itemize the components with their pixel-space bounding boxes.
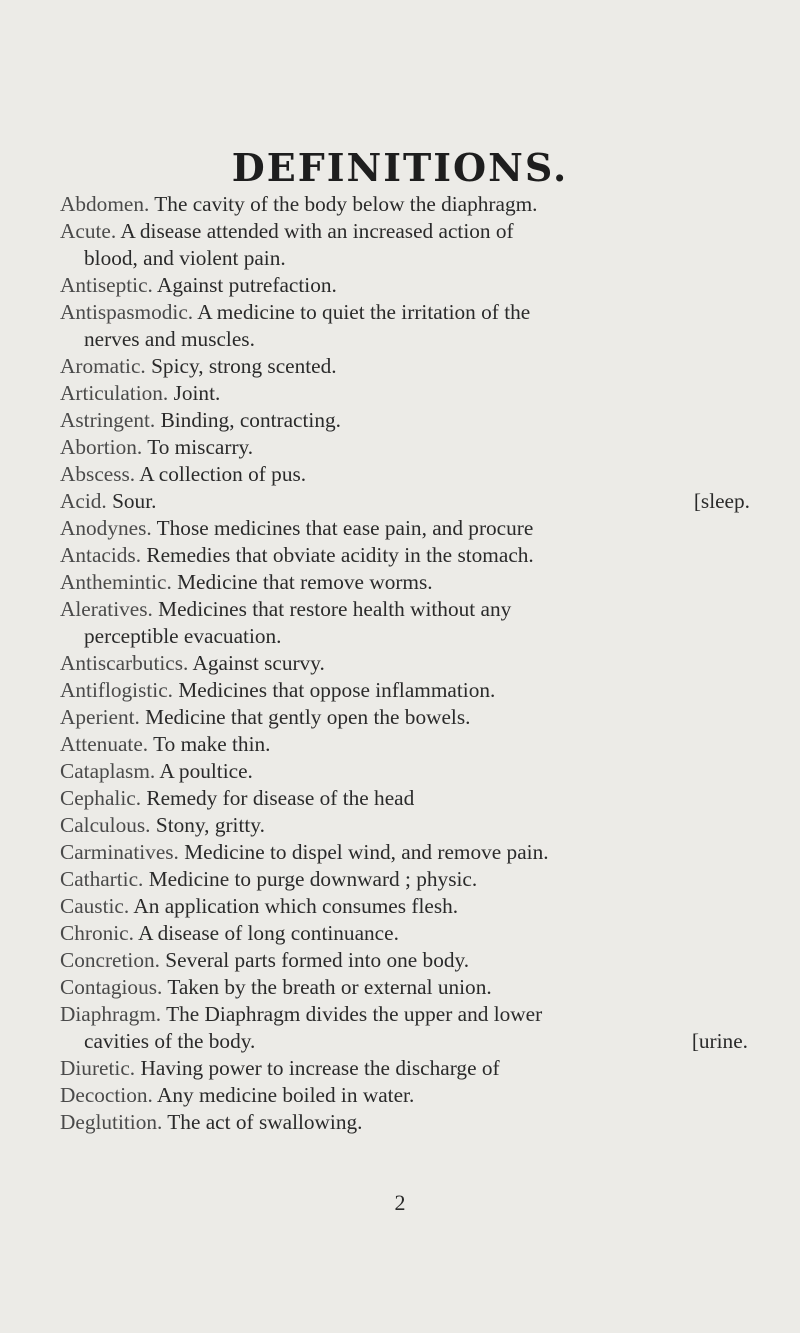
entry-aleratives <box>60 596 750 623</box>
entry-deglutition <box>60 1109 750 1136</box>
entry-definition: A poultice. <box>159 759 253 783</box>
entry-definition: Medicines that restore health without any <box>158 597 512 621</box>
entry-term: Cephalic. <box>60 786 142 810</box>
entry-term: Abdomen. <box>60 192 150 216</box>
entry-term: Antiscarbutics. <box>60 651 189 675</box>
entry-definition: Medicines that oppose inflammation. <box>178 678 496 702</box>
entry-term: Aleratives. <box>60 597 153 621</box>
entry-definition: A disease of long continuance. <box>138 921 399 945</box>
entry-term: Concretion. <box>60 948 160 972</box>
entry-term: Aromatic. <box>60 354 146 378</box>
entry-term: Acute. <box>60 219 117 243</box>
entry-attenuate <box>60 731 750 758</box>
entry-diaphragm <box>60 1001 750 1028</box>
entry-term: Cataplasm. <box>60 759 156 783</box>
entry-term: Decoction. <box>60 1083 153 1107</box>
entry-term: Anthemintic. <box>60 570 172 594</box>
entry-term: Diaphragm. <box>60 1002 162 1026</box>
entry-term: Contagious. <box>60 975 163 999</box>
entry-chronic <box>60 920 750 947</box>
entry-term: Cathartic. <box>60 867 144 891</box>
entry-term: Aperient. <box>60 705 140 729</box>
entry-definition: An application which consumes flesh. <box>133 894 459 918</box>
entry-concretion <box>60 947 750 974</box>
entry-definition: Medicine that remove worms. <box>177 570 433 594</box>
entry-antiflogistic <box>60 677 750 704</box>
line-overflow-text: [sleep. <box>693 489 750 513</box>
entry-term: Antacids. <box>60 543 142 567</box>
line-overflow-text: [urine. <box>691 1029 748 1053</box>
entry-term: Diuretic. <box>60 1056 136 1080</box>
entry-term: Astringent. <box>60 408 156 432</box>
entry-definition: The cavity of the body below the diaphragm. <box>154 192 538 216</box>
entry-caustic <box>60 893 750 920</box>
entry-continuation-text: blood, and violent pain. <box>84 246 286 270</box>
entry-definition: Remedies that obviate acidity in the stomach. <box>146 543 534 567</box>
entry-definition: Those medicines that ease pain, and procure <box>156 516 534 540</box>
entry-continuation-text: nerves and muscles. <box>84 327 255 351</box>
entry-continuation-text: cavities of the body. <box>84 1029 256 1053</box>
entry-continuation <box>60 326 750 353</box>
entry-term: Abscess. <box>60 462 136 486</box>
entry-term: Calculous. <box>60 813 151 837</box>
entry-acute <box>60 218 750 245</box>
entry-term: Attenuate. <box>60 732 149 756</box>
entry-term: Chronic. <box>60 921 134 945</box>
entry-term: Antispasmodic. <box>60 300 194 324</box>
entry-continuation <box>60 1028 750 1055</box>
entry-term: Antiseptic. <box>60 273 153 297</box>
entry-definition: Sour. <box>112 489 157 513</box>
entry-term: Acid. <box>60 489 107 513</box>
entry-abdomen <box>60 191 750 218</box>
entry-carminatives <box>60 839 750 866</box>
entry-definition: Taken by the breath or external union. <box>167 975 492 999</box>
entry-definition: Any medicine boiled in water. <box>157 1083 415 1107</box>
definitions-list <box>60 191 750 1136</box>
entry-definition: Medicine to dispel wind, and remove pain. <box>184 840 549 864</box>
entry-cephalic <box>60 785 750 812</box>
entry-abortion <box>60 434 750 461</box>
entry-definition: Binding, contracting. <box>160 408 341 432</box>
entry-definition: Against putrefaction. <box>157 273 337 297</box>
entry-definition: To miscarry. <box>147 435 254 459</box>
entry-astringent <box>60 407 750 434</box>
entry-definition: Medicine to purge downward ; physic. <box>148 867 478 891</box>
entry-diuretic <box>60 1055 750 1082</box>
entry-term: Carminatives. <box>60 840 179 864</box>
entry-term: Caustic. <box>60 894 130 918</box>
entry-definition: The Diaphragm divides the upper and lower <box>166 1002 543 1026</box>
entry-antiscarbutics <box>60 650 750 677</box>
entry-aperient <box>60 704 750 731</box>
entry-continuation <box>60 245 750 272</box>
entry-decoction <box>60 1082 750 1109</box>
entry-antispasmodic <box>60 299 750 326</box>
entry-definition: Against scurvy. <box>192 651 325 675</box>
entry-definition: A medicine to quiet the irritation of the <box>197 300 531 324</box>
entry-definition: Spicy, strong scented. <box>151 354 337 378</box>
entry-contagious <box>60 974 750 1001</box>
entry-anodynes <box>60 515 750 542</box>
entry-definition: A disease attended with an increased action of <box>120 219 514 243</box>
entry-term: Antiflogistic. <box>60 678 173 702</box>
entry-definition: Several parts formed into one body. <box>165 948 470 972</box>
entry-abscess <box>60 461 750 488</box>
entry-term: Articulation. <box>60 381 169 405</box>
entry-definition: Stony, gritty. <box>155 813 265 837</box>
entry-definition: Medicine that gently open the bowels. <box>145 705 471 729</box>
entry-continuation <box>60 623 750 650</box>
entry-antiseptic <box>60 272 750 299</box>
entry-calculous <box>60 812 750 839</box>
entry-articulation <box>60 380 750 407</box>
page-title: DEFINITIONS. <box>231 145 569 190</box>
entry-anthemintic <box>60 569 750 596</box>
entry-antacids <box>60 542 750 569</box>
entry-definition: Having power to increase the discharge of <box>140 1056 500 1080</box>
entry-aromatic <box>60 353 750 380</box>
entry-acid <box>60 488 750 515</box>
entry-term: Anodynes. <box>60 516 152 540</box>
entry-definition: Remedy for disease of the head <box>146 786 415 810</box>
page-number: 2 <box>394 1190 406 1215</box>
entry-definition: A collection of pus. <box>139 462 307 486</box>
entry-continuation-text: perceptible evacuation. <box>84 624 282 648</box>
entry-term: Deglutition. <box>60 1110 163 1134</box>
entry-definition: Joint. <box>173 381 221 405</box>
entry-cataplasm <box>60 758 750 785</box>
entry-definition: The act of swallowing. <box>167 1110 363 1134</box>
entry-cathartic <box>60 866 750 893</box>
entry-term: Abortion. <box>60 435 143 459</box>
entry-definition: To make thin. <box>153 732 271 756</box>
